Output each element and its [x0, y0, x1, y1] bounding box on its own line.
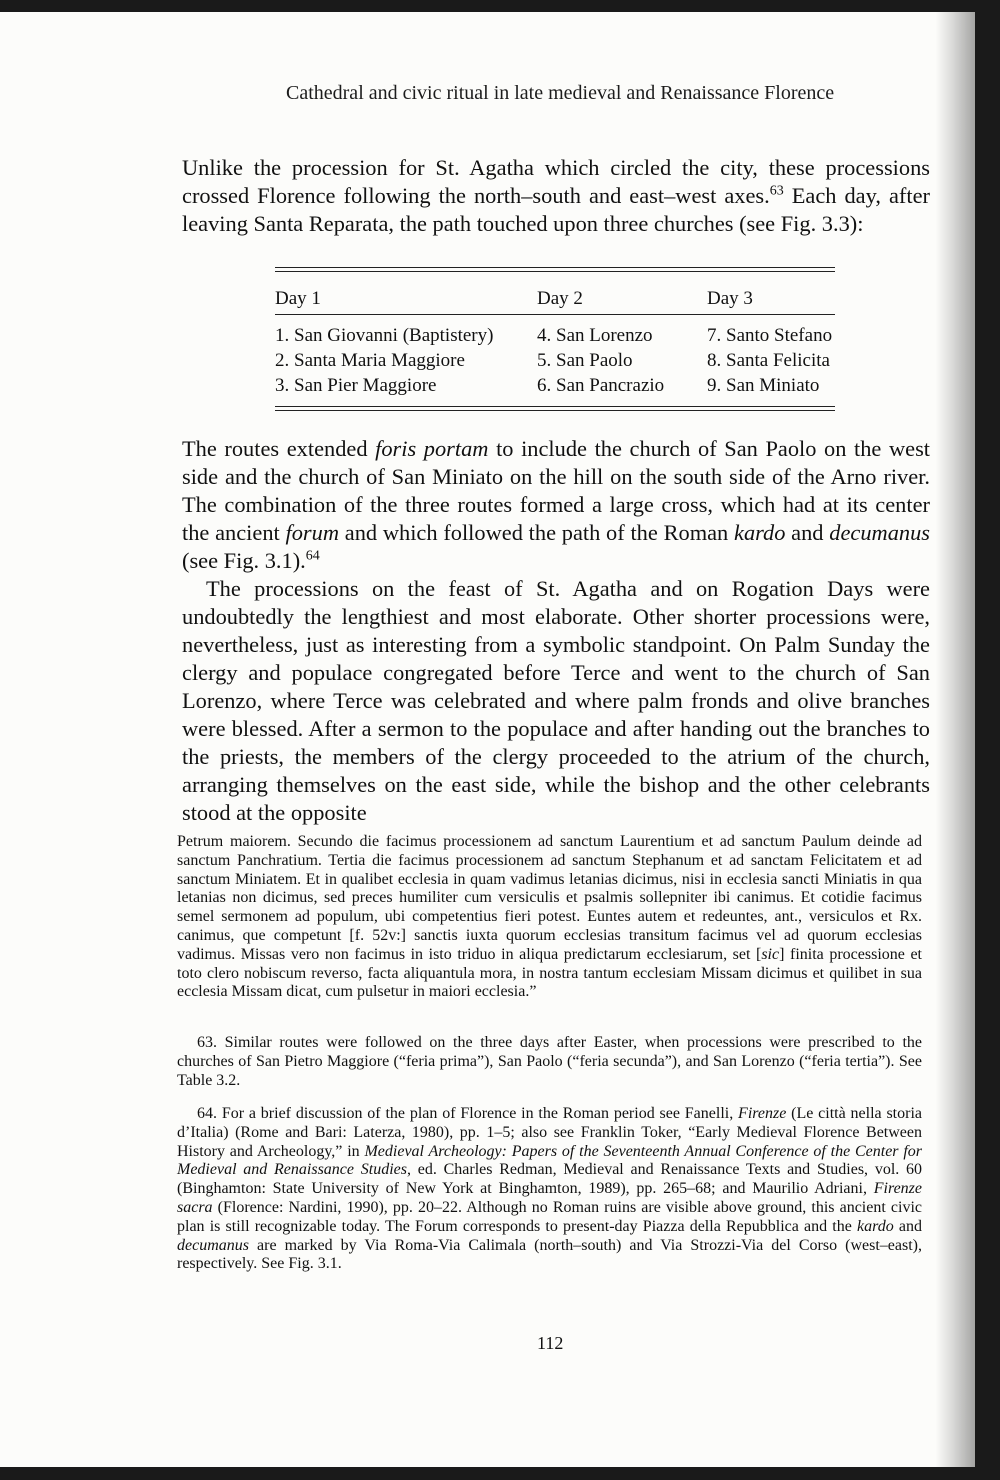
table-bottom-rule	[275, 406, 835, 411]
italic-term: decumanus	[829, 520, 931, 545]
churches-table	[275, 267, 835, 411]
italic-term: Medieval Archeology: Papers of the Seventeenth Annual Conference of the Center for Medieval and Renaissance Studies	[177, 1142, 923, 1179]
footnote-text: , ed. Charles Redman, Medieval and Renaissance Texts and Studies, vol. 60 (Binghamton: State University of New York at Binghamton, 1989), pp. 265–68; and Maurilio Adriani,	[177, 1161, 923, 1198]
table-cell: 2. Santa Maria Maggiore	[275, 350, 465, 371]
table-cell: 4. San Lorenzo	[537, 325, 653, 346]
book-page	[0, 12, 975, 1467]
table-header-day-1: Day 1	[275, 288, 321, 309]
table-cell: 6. San Pancrazio	[537, 375, 665, 396]
paragraph-2	[182, 435, 930, 575]
paragraph-2-text: The routes extended	[182, 436, 376, 461]
table-cell: 9. San Miniato	[707, 375, 820, 396]
italic-term: Firenze sacra	[177, 1180, 922, 1216]
table-header-day-3: Day 3	[707, 288, 753, 309]
italic-term: kardo	[734, 520, 786, 545]
footnote-text: are marked by Via Roma-Via Calimala (north–south) and Via Strozzi-Via del Corso (west–east), respectively. See Fig. 3.1.	[177, 1236, 922, 1273]
paragraph-1-text-after: Each day, after leaving Santa Reparata, the path touched upon three churches (see Fig. 3.3):	[182, 183, 930, 236]
table-cell: 1. San Giovanni (Baptistery)	[275, 325, 494, 346]
page-number: 112	[537, 1333, 564, 1353]
italic-term: decumanus	[177, 1236, 249, 1254]
footnote-64	[177, 1105, 922, 1274]
footnote-text: 64. For a brief discussion of the plan of Florence in the Roman period see Fanelli,	[197, 1105, 739, 1122]
footnote-text: ] finita processione et toto clero nobiscum reverso, facta aliquantula mora, in nostra tantum ecclesiam Missam dicimus et quilibet in sua ecclesia Missam dicat, cum pulsetur in maiori ecclesia.”	[177, 945, 923, 1001]
table-cell: 5. San Paolo	[537, 350, 633, 371]
paragraph-2-text: to include the church of San Paolo on the west side and the church of San Miniato on the hill on the south side of the Arno river. The combination of the three routes formed a large cross, which had at its center the ancient	[182, 436, 931, 545]
table-header-day-2: Day 2	[537, 288, 583, 309]
table-cell: 7. Santo Stefano	[707, 325, 833, 346]
paragraph-2-text: (see Fig. 3.1).	[182, 548, 306, 573]
table-header-row	[275, 272, 835, 314]
italic-term: forum	[285, 520, 340, 545]
note-ref-64: 64	[305, 548, 320, 564]
note-ref-63: 63	[769, 183, 784, 199]
italic-term: sic	[761, 945, 780, 963]
footnote-text: Petrum maiorem. Secundo die facimus processionem ad sanctum Laurentium et ad sanctum Paulum deinde ad sanctum Panchratium. Tertia die facimus processionem ad sanctum Stephanum et ad sanctam Felicitatem et ad sanctum Miniatem. Et in qualibet ecclesia in quam vadimus letanias dicimus, nisi in ecclesia sancti Miniatis in qua letanias non dicimus, sed preces humiliter cum versiculis et psalmis sollepniter ibi canimus. Et cotidie facimus semel sermonem ad populum, ubi competentius fieri potest. Euntes autem et redeuntes, ant., versiculos et Rx. canimus, que competunt [f. 52v:] sanctis iuxta quorum ecclesias transitum facimus vel ad quorum ecclesias vadimus. Missas vero non facimus in isto triduo in aliqua predictarum ecclesiarum, set [	[177, 833, 922, 963]
table-row	[275, 375, 835, 400]
table-cell: 8. Santa Felicita	[707, 350, 830, 371]
paragraph-2-text: and which followed the path of the Roman	[339, 520, 734, 545]
paragraph-1	[182, 154, 930, 238]
table-row	[275, 325, 835, 350]
paragraph-1-text: Unlike the procession for St. Agatha which circled the city, these processions crossed Florence following the north–south and east–west axes.	[182, 155, 930, 208]
paragraph-2-text: and	[785, 520, 830, 545]
italic-term: kardo	[857, 1217, 894, 1235]
italic-term: foris portam	[375, 436, 489, 461]
paragraph-3: The processions on the feast of St. Agatha and on Rogation Days were undoubtedly the lengthiest and most elaborate. Other shorter processions were, nevertheless, just as interesting from a symbolic standpoint. On Palm Sunday the clergy and populace congregated before Terce and went to the church of San Lorenzo, where Terce was celebrated and where palm fronds and olive branches were blessed. After a sermon to the populace and after handing out the branches to the priests, the members of the clergy proceeded to the atrium of the church, arranging themselves on the east side, while the bishop and the other celebrants stood at the opposite	[182, 576, 930, 825]
page-gutter-shadow	[935, 12, 975, 1467]
footnote-text: and	[893, 1217, 923, 1235]
italic-term: Firenze	[738, 1105, 787, 1122]
table-body	[275, 315, 835, 406]
footnote-text: (Le città nella storia d’Italia) (Rome and Bari: Laterza, 1980), pp. 1–5; also see Franklin Toker, “Early Medieval Florence Between History and Archeology,” in	[177, 1105, 922, 1160]
footnote-text: (Florence: Nardini, 1990), pp. 20–22. Although no Roman ruins are visible above ground, this ancient civic plan is still recognizable today. The Forum corresponds to present-day Piazza della Repubblica and the	[177, 1198, 922, 1235]
table-cell: 3. San Pier Maggiore	[275, 375, 437, 396]
running-head: Cathedral and civic ritual in late medieval and Renaissance Florence	[286, 82, 835, 104]
table-row	[275, 350, 835, 375]
footnote-continued	[177, 833, 922, 1002]
footnote-63: 63. Similar routes were followed on the three days after Easter, when processions were prescribed to the churches of San Pietro Maggiore (“feria prima”), San Paolo (“feria secunda”), and San Lorenzo (“feria tertia”). See Table 3.2.	[177, 1034, 922, 1089]
